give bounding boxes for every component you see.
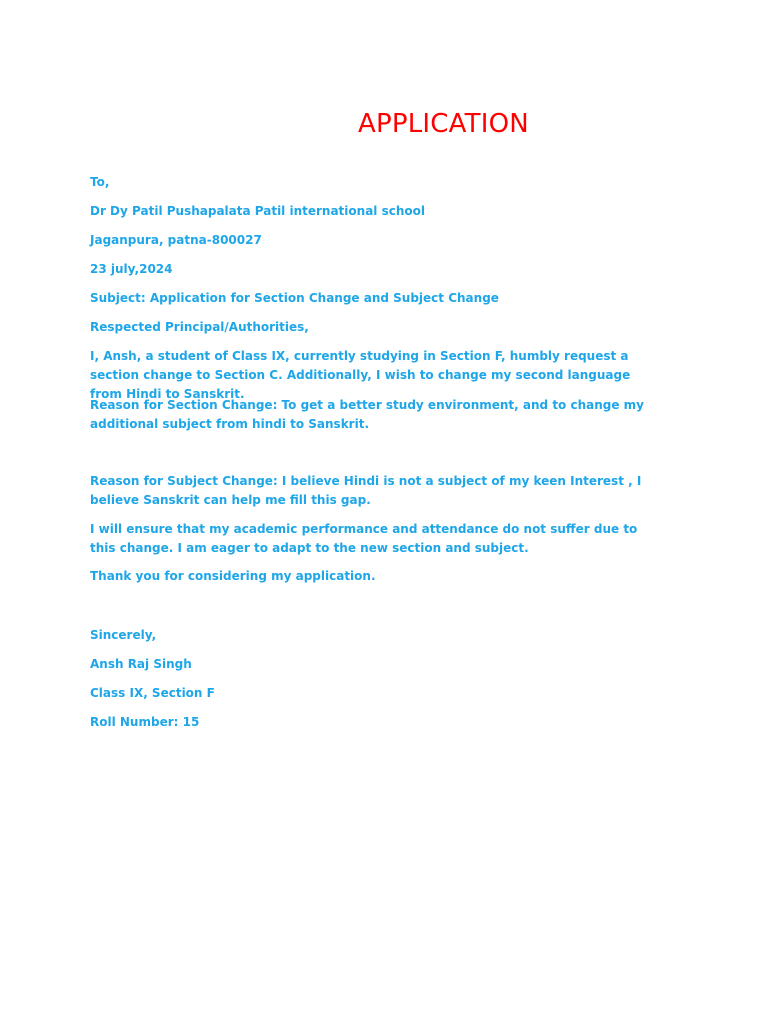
paragraph-subject-reason: Reason for Subject Change: I believe Hindi is not a subject of my keen Interest , I believe Sanskrit can help me fill this gap. <box>90 474 642 507</box>
letter-date: 23 july,2024 <box>90 262 173 276</box>
recipient-school: Dr Dy Patil Pushapalata Patil international school <box>90 204 425 218</box>
letter-greeting: Respected Principal/Authorities, <box>90 320 309 334</box>
paragraph-section-reason: Reason for Section Change: To get a better study environment, and to change my additional subject from hindi to Sanskrit. <box>90 398 645 431</box>
recipient-address: Jaganpura, patna-800027 <box>90 233 262 247</box>
paragraph-thanks: Thank you for considering my application. <box>90 569 376 583</box>
document-title: APPLICATION <box>358 109 529 139</box>
signature-roll-number: Roll Number: 15 <box>90 715 200 729</box>
signature-class-section: Class IX, Section F <box>90 686 215 700</box>
signature-closing: Sincerely, <box>90 628 157 642</box>
recipient-to: To, <box>90 175 110 189</box>
letter-subject: Subject: Application for Section Change and Subject Change <box>90 291 499 305</box>
signature-name: Ansh Raj Singh <box>90 657 192 671</box>
paragraph-assurance: I will ensure that my academic performance and attendance do not suffer due to this change. I am eager to adapt to the new section and subject. <box>90 522 638 555</box>
paragraph-intro: I, Ansh, a student of Class IX, currently studying in Section F, humbly request a section change to Section C. Additionally, I wish to change my second language from Hindi to Sanskrit. <box>90 349 631 401</box>
